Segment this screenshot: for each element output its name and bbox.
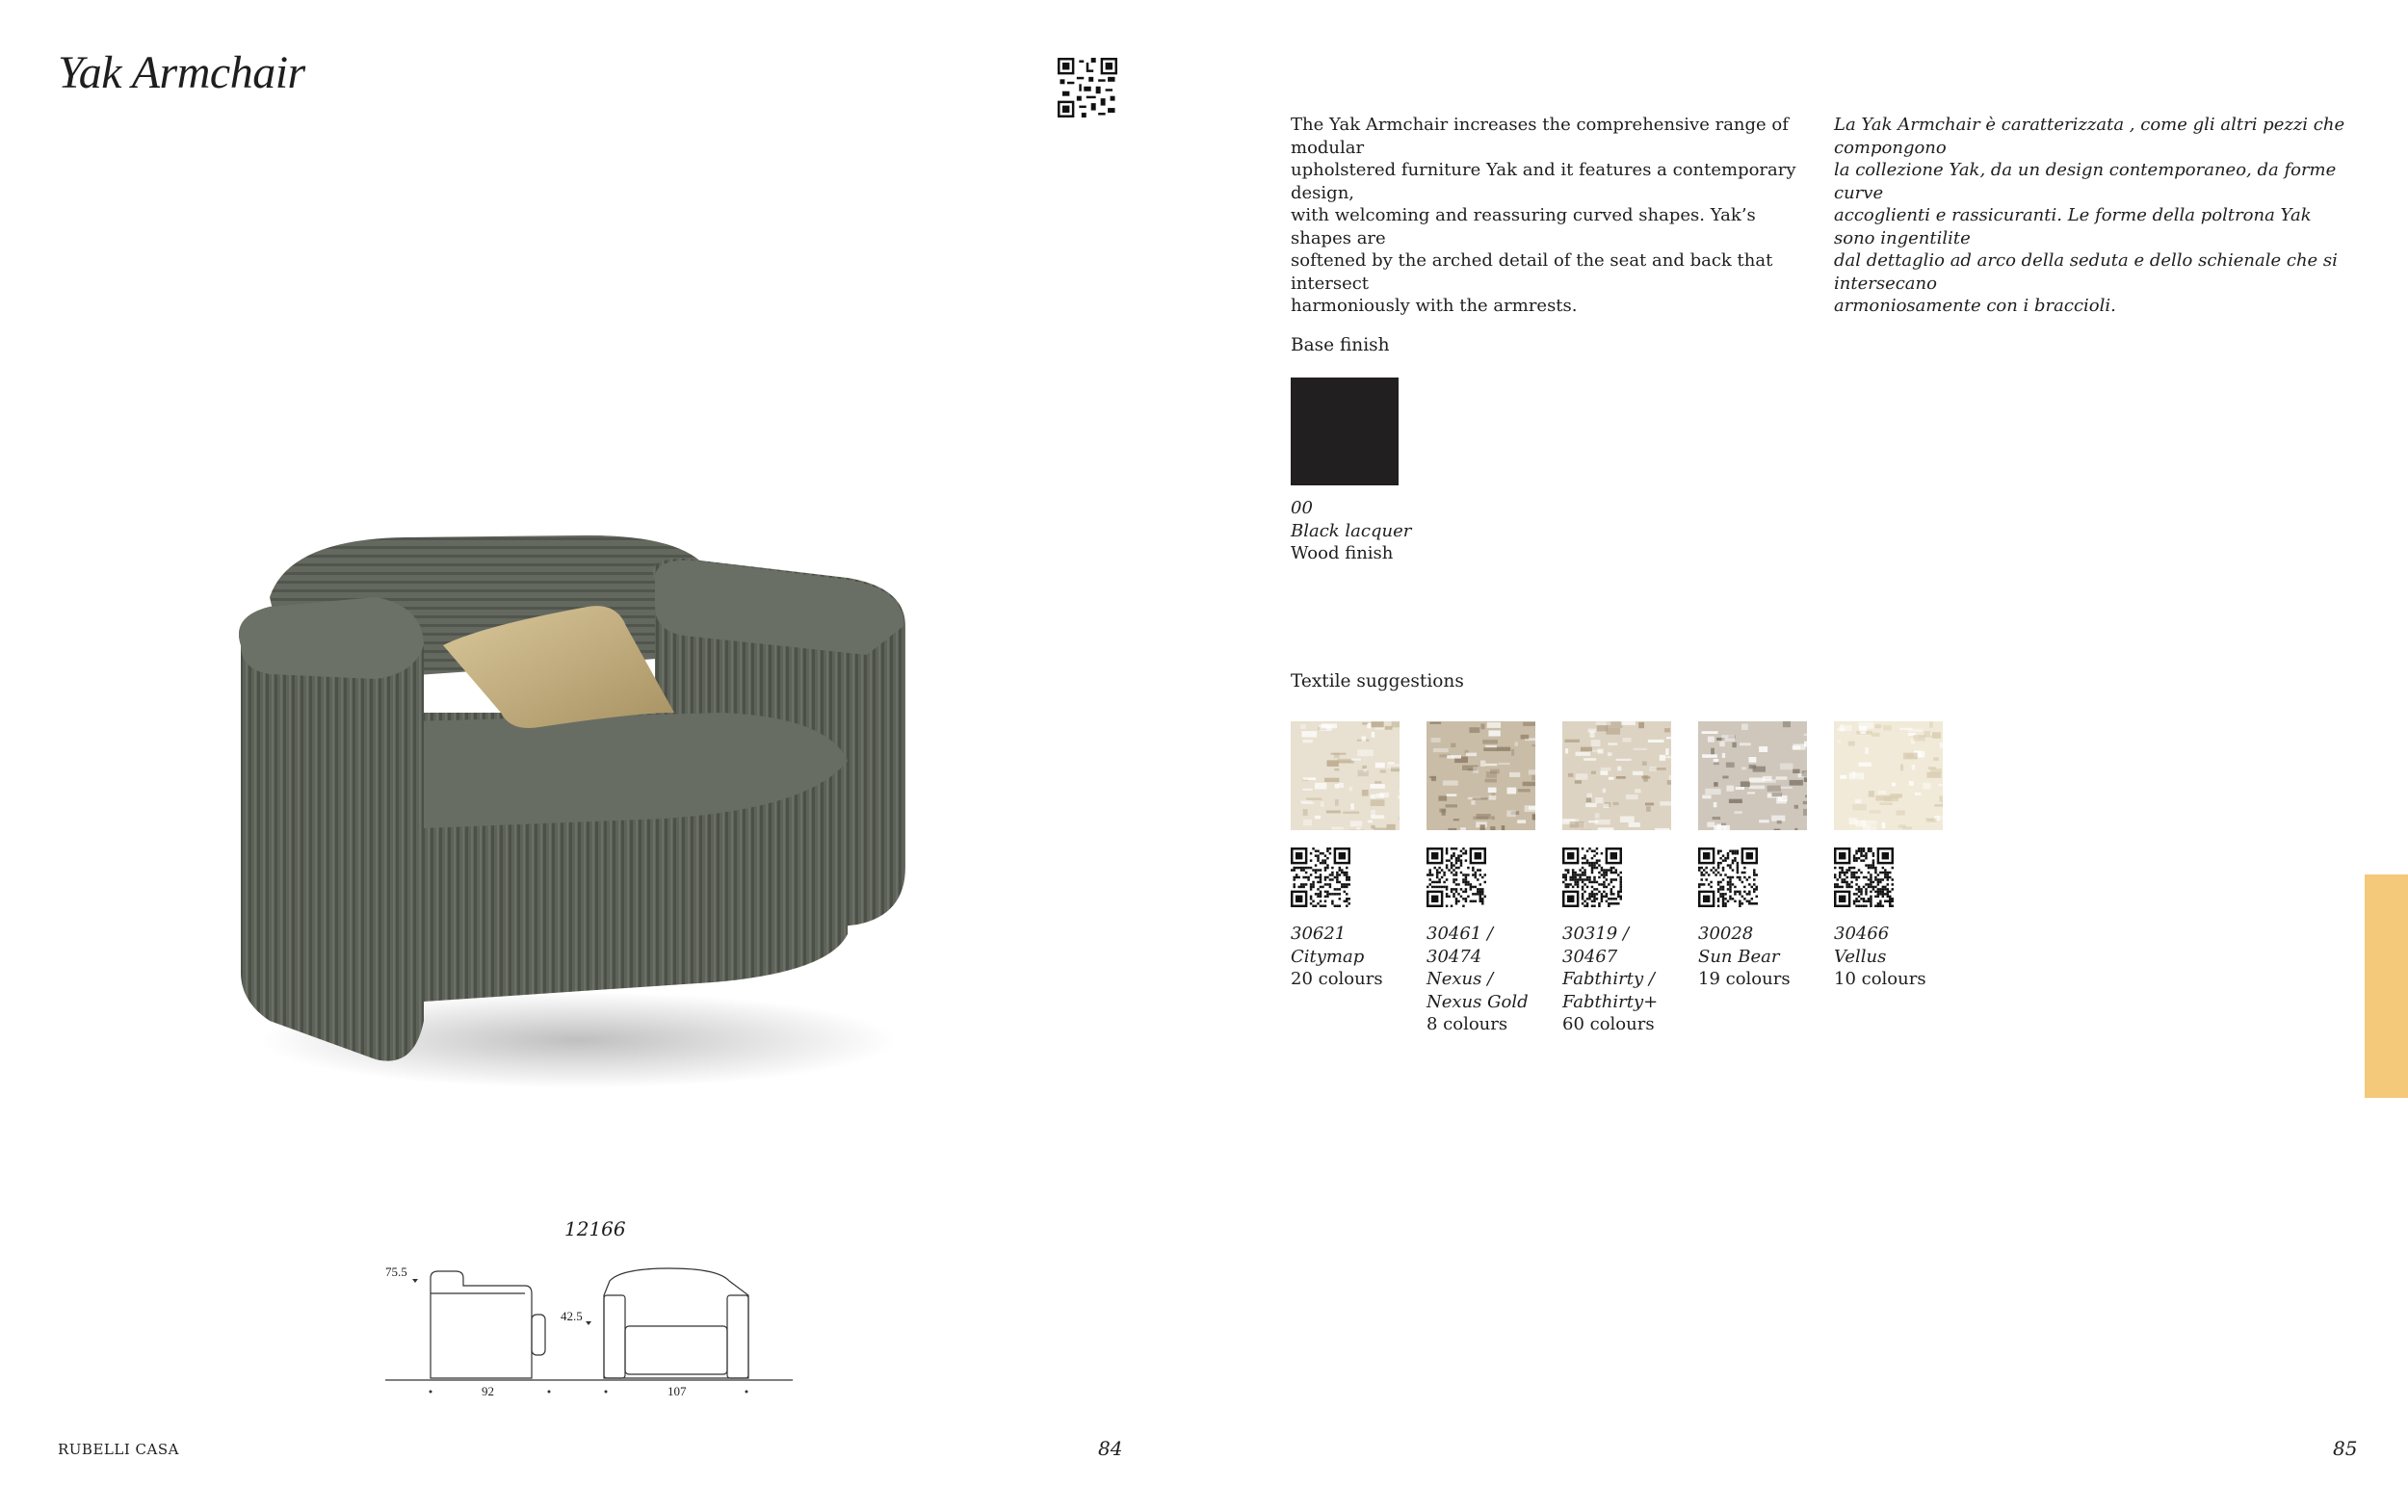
description-line: La Yak Armchair è caratterizzata , come gli altri pezzi che compongono [1834,115,2345,158]
armchair-image [231,520,925,1098]
description-line: The Yak Armchair increases the comprehensive range of modular [1291,115,1789,158]
textile-colours: 60 colours [1562,1014,1655,1034]
description-line: softened by the arched detail of the seat and back that intersect [1291,250,1773,294]
footer-brand: RUBELLI CASA [58,1441,179,1458]
base-finish-info [1291,497,1411,565]
width-label: 107 [667,1384,687,1398]
page-title: Yak Armchair [58,47,305,98]
textile-colours: 19 colours [1698,969,1791,989]
base-finish-code: 00 [1291,498,1313,518]
textile-name: Sun Bear [1698,946,1780,967]
textile-info [1834,923,1943,991]
description-line: dal dettaglio ad arco della seduta e dello schienale che si intersecano [1834,250,2338,294]
textile-code: 30621 [1291,924,1347,944]
textile-swatch[interactable] [1291,721,1400,830]
height-back-label: 75.5 [385,1264,407,1279]
description-line: with welcoming and reassuring curved shapes. Yak’s shapes are [1291,205,1756,248]
textile-code: 30461 / 30474 [1426,924,1494,967]
description-line: armoniosamente con i braccioli. [1834,296,2116,316]
textile-info [1291,923,1400,991]
product-qr-code[interactable] [1058,58,1117,117]
textile-colours: 8 colours [1426,1014,1508,1034]
qr-icon[interactable] [1562,847,1622,907]
textile-item[interactable] [1562,721,1671,1036]
textile-info [1562,923,1671,1036]
description-english [1291,114,1796,318]
textile-info [1426,923,1535,1036]
textile-name: Vellus [1834,946,1887,967]
description-italian [1834,114,2354,318]
qr-icon[interactable] [1698,847,1758,907]
page-number-right: 85 [2333,1437,2358,1460]
base-finish-heading: Base finish [1291,335,1390,355]
textile-code: 30466 [1834,924,1890,944]
textile-name: Citymap [1291,946,1365,967]
height-arm-label: 42.5 [561,1309,583,1323]
page-number-left: 84 [1098,1437,1123,1460]
qr-icon[interactable] [1426,847,1486,907]
description-line: accoglienti e rassicuranti. Le forme della poltrona Yak sono ingentilite [1834,205,2312,248]
base-finish-name: Black lacquer [1291,520,1412,541]
textile-info [1698,923,1807,991]
qr-icon[interactable] [1291,847,1350,907]
textile-swatch[interactable] [1698,721,1807,830]
textile-name-alt: Fabthirty+ [1562,991,1659,1012]
dimension-drawing [380,1257,795,1401]
textile-swatch[interactable] [1426,721,1535,830]
textile-item[interactable] [1291,721,1400,991]
textile-name-alt: Nexus Gold [1426,991,1529,1012]
textile-colours: 20 colours [1291,969,1383,989]
textile-item[interactable] [1698,721,1807,991]
model-code: 12166 [564,1217,626,1240]
base-finish-swatch[interactable] [1291,378,1399,485]
textile-heading: Textile suggestions [1291,671,1464,691]
description-line: harmoniously with the armrests. [1291,296,1578,316]
qr-icon [1058,58,1117,117]
qr-icon[interactable] [1834,847,1894,907]
textile-name: Fabthirty / [1562,969,1655,989]
textile-item[interactable] [1834,721,1943,991]
section-tab[interactable] [2365,874,2408,1098]
description-line: la collezione Yak, da un design contemporaneo, da forme curve [1834,160,2337,203]
base-finish-type: Wood finish [1291,543,1394,563]
depth-label: 92 [482,1384,494,1398]
textile-code: 30028 [1698,924,1754,944]
textile-code: 30319 / 30467 [1562,924,1630,967]
textile-swatch[interactable] [1834,721,1943,830]
description-line: upholstered furniture Yak and it features a contemporary design, [1291,160,1796,203]
textile-swatch[interactable] [1562,721,1671,830]
textile-name: Nexus / [1426,969,1494,989]
textile-colours: 10 colours [1834,969,1926,989]
textile-item[interactable] [1426,721,1535,1036]
